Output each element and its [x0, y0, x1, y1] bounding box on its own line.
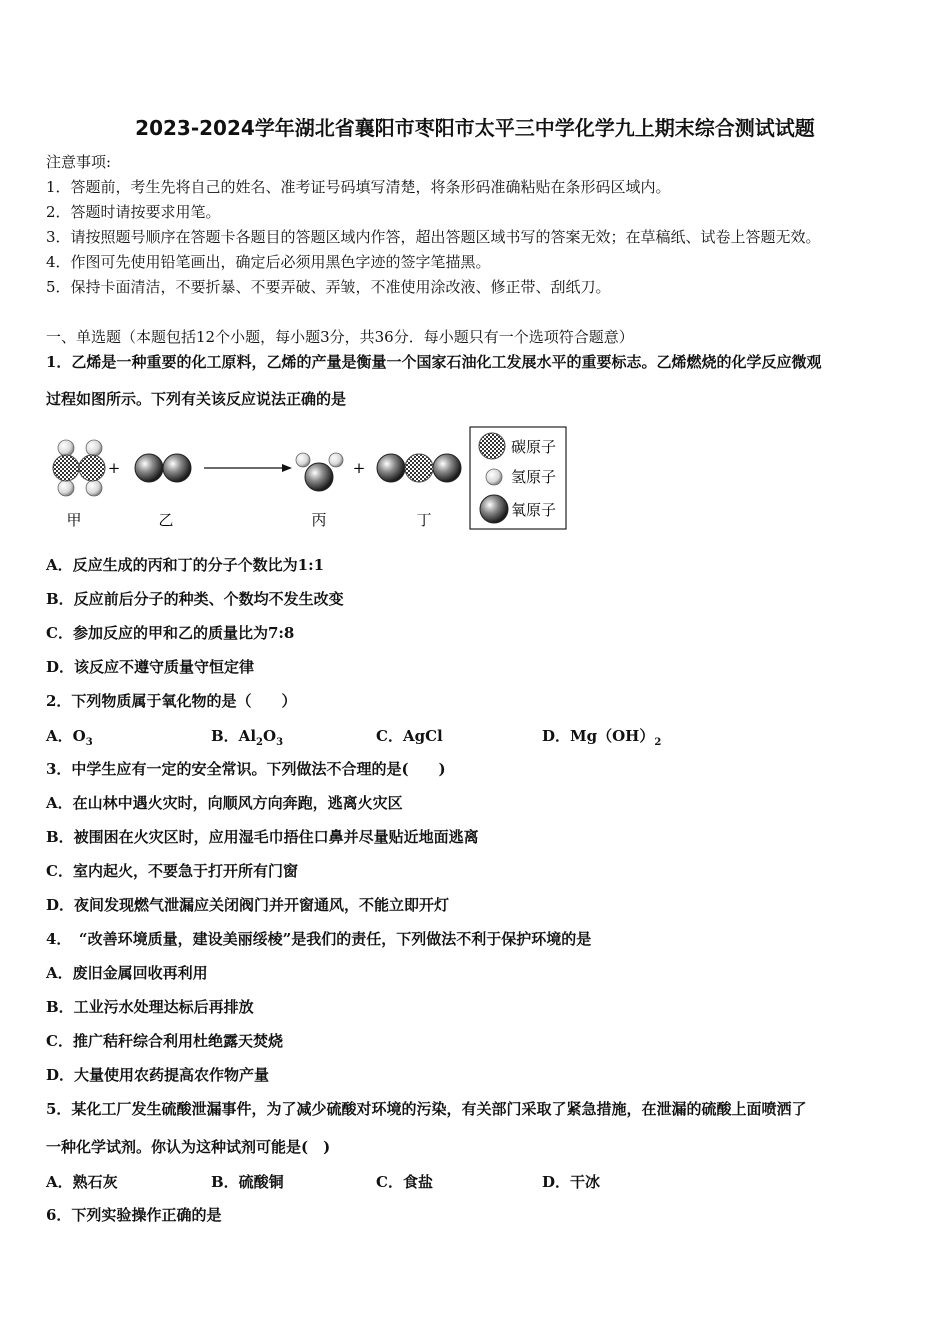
q2-option-b: B．$Al_2O_3$: [211, 727, 284, 748]
legend-carbon-icon: [479, 433, 505, 459]
label-ding: 丁: [416, 511, 432, 529]
q5-stem-line2: 一种化学试剂。你认为这种试剂可能是( ): [46, 1138, 331, 1156]
molecule-jia: [53, 440, 105, 496]
plus-sign-1: +: [107, 459, 121, 477]
q4-option-a: A．废旧金属回收再利用: [46, 964, 208, 982]
notice-heading: 注意事项:: [46, 153, 112, 171]
notice-item-2: 2．答题时请按要求用笔。: [46, 203, 221, 221]
q3-option-b: B．被围困在火灾区时，应用湿毛巾捂住口鼻并尽量贴近地面逃离: [46, 828, 479, 846]
q3-option-d: D．夜间发现燃气泄漏应关闭阀门并开窗通风，不能立即开灯: [46, 896, 450, 914]
q2-stem: 2．下列物质属于氧化物的是（ ）: [46, 692, 297, 710]
label-jia: 甲: [66, 511, 82, 529]
molecule-yi: [135, 454, 191, 482]
q1-stem-line2: 过程如图所示。下列有关该反应说法正确的是: [46, 390, 347, 408]
q1-option-d: D．该反应不遵守质量守恒定律: [46, 658, 255, 676]
q5-option-a: A．熟石灰: [46, 1173, 118, 1191]
q5-option-b: B．硫酸铜: [211, 1173, 284, 1191]
legend-hydrogen: 氢原子: [511, 468, 557, 486]
section-heading: 一、单选题（本题包括12个小题，每小题3分，共36分．每小题只有一个选项符合题意）: [46, 328, 634, 346]
notice-item-1: 1．答题前，考生先将自己的姓名、准考证号码填写清楚，将条形码准确粘贴在条形码区域内。: [46, 178, 671, 196]
q3-stem: 3．中学生应有一定的安全常识。下列做法不合理的是( ): [46, 760, 446, 778]
q5-options: [46, 1171, 746, 1191]
legend-oxygen-icon: [480, 495, 508, 523]
q5-option-d: D．干冰: [542, 1173, 601, 1191]
notice-item-3: 3．请按照题号顺序在答题卡各题目的答题区域内作答，超出答题区域书写的答案无效；在草稿纸、试卷上答题无效。: [46, 228, 821, 246]
q2-option-c: C．AgCl: [376, 727, 443, 745]
molecule-ding: [377, 454, 461, 482]
q1-option-b: B．反应前后分子的种类、个数均不发生改变: [46, 590, 344, 608]
notice-item-5: 5．保持卡面清洁，不要折暴、不要弄破、弄皱，不准使用涂改液、修正带、刮纸刀。: [46, 278, 611, 296]
q2-option-a: A．$O_3$: [46, 727, 93, 748]
reaction-diagram: [46, 424, 576, 534]
q3-option-c: C．室内起火，不要急于打开所有门窗: [46, 862, 298, 880]
legend-hydrogen-icon: [486, 469, 502, 485]
notice-item-4: 4．作图可先使用铅笔画出，确定后必须用黑色字迹的签字笔描黑。: [46, 253, 491, 271]
label-bing: 丙: [311, 511, 327, 529]
page-title: 2023-2024学年湖北省襄阳市枣阳市太平三中学化学九上期末综合测试试题: [135, 116, 815, 140]
q1-stem-line1: 1．乙烯是一种重要的化工原料，乙烯的产量是衡量一个国家石油化工发展水平的重要标志。乙烯燃烧的化学反应微观: [46, 353, 822, 371]
q6-stem: 6．下列实验操作正确的是: [46, 1206, 222, 1224]
q1-option-a: A．反应生成的丙和丁的分子个数比为1:1: [46, 556, 325, 574]
q5-stem-line1: 5．某化工厂发生硫酸泄漏事件，为了减少硫酸对环境的污染，有关部门采取了紧急措施，在泄漏的硫酸上面喷洒了: [46, 1100, 807, 1118]
q4-option-c: C．推广秸秆综合利用杜绝露天焚烧: [46, 1032, 283, 1050]
legend-carbon: 碳原子: [511, 438, 557, 456]
q2-option-d: D．$Mg(OH)_2$: [542, 727, 662, 748]
q5-option-c: C．食盐: [376, 1173, 433, 1191]
q4-option-d: D．大量使用农药提高农作物产量: [46, 1066, 270, 1084]
plus-sign-2: +: [352, 459, 366, 477]
molecule-bing: [296, 453, 343, 491]
label-yi: 乙: [158, 511, 174, 529]
q4-option-b: B．工业污水处理达标后再排放: [46, 998, 254, 1016]
q2-options: [46, 725, 746, 748]
q1-option-c: C．参加反应的甲和乙的质量比为7:8: [46, 624, 295, 642]
q3-option-a: A．在山林中遇火灾时，向顺风方向奔跑，逃离火灾区: [46, 794, 403, 812]
legend-oxygen: 氧原子: [511, 501, 557, 519]
q4-stem: 4． “改善环境质量，建设美丽绥棱”是我们的责任，下列做法不利于保护环境的是: [46, 930, 592, 948]
